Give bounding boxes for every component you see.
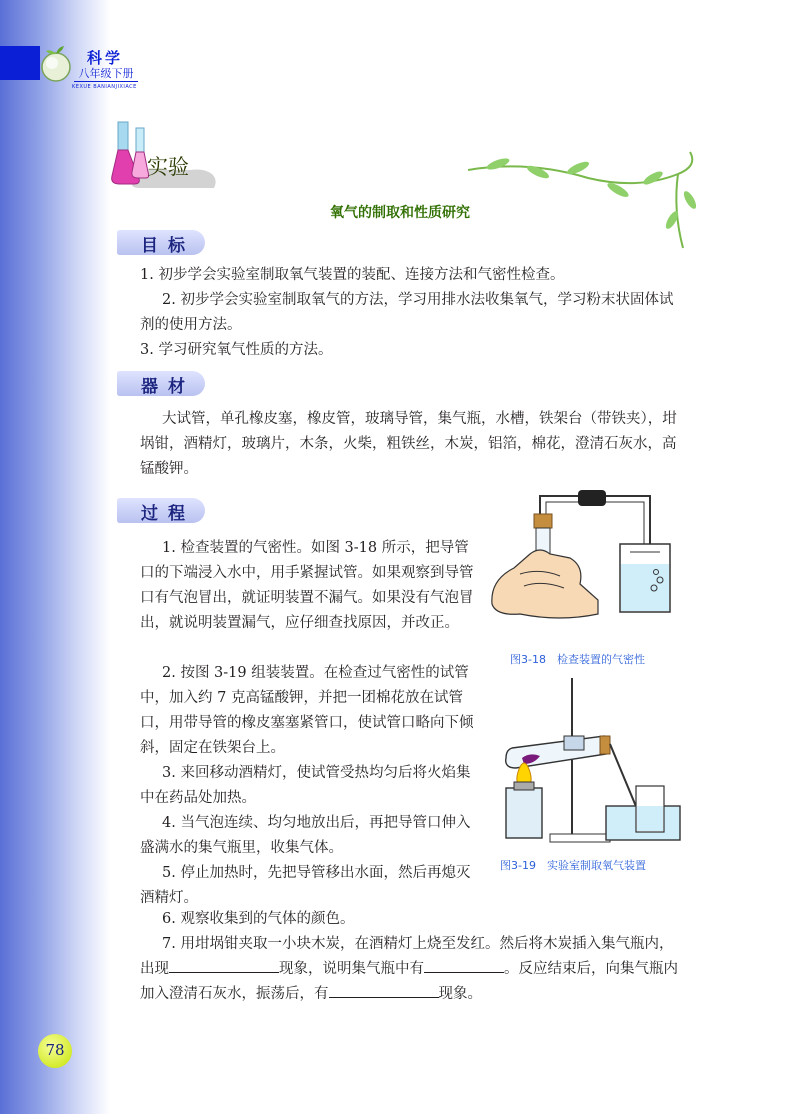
goal-heading: [117, 230, 205, 255]
goal-item-3: 3. 学习研究氧气性质的方法。: [140, 342, 333, 358]
process-step-5: 5. 停止加热时，先把导管移出水面，然后再熄灭酒精灯。: [140, 865, 471, 906]
materials-text: 大试管，单孔橡皮塞，橡皮管，玻璃导管，集气瓶，水槽，铁架台（带铁夹），坩埚钳，酒精灯，玻璃片，木条，火柴，粗铁丝，木炭，铝箔，棉花，澄清石灰水，高锰酸钾。: [140, 411, 677, 477]
materials-heading: [117, 371, 205, 396]
process-heading-label: 过程: [141, 504, 195, 524]
oxygen-apparatus-figure: [494, 676, 684, 848]
process-step-4: 4. 当气泡连续、均匀地放出后，再把导管口伸入盛满水的集气瓶里，收集气体。: [140, 815, 471, 856]
figure-3-18-caption: 图3-18 检查装置的气密性: [510, 653, 645, 666]
page-number: 78: [45, 1041, 65, 1059]
goal-item-2: 2. 初步学会实验室制取氧气的方法，学习用排水法收集氧气，学习粉末状固体试剂的使用方法。: [140, 292, 674, 333]
goal-heading-label: 目标: [141, 236, 195, 256]
process-step-6: 6. 观察收集到的气体的颜色。: [162, 911, 355, 927]
airtightness-check-figure: [480, 484, 680, 644]
vine-decoration-icon: [468, 150, 708, 250]
answer-blank-2[interactable]: [424, 958, 504, 973]
figure-3-19-caption: 图3-19 实验室制取氧气装置: [500, 859, 646, 872]
header-subject: 科学: [87, 49, 124, 67]
header-color-bar: [0, 46, 40, 80]
header-grade: 八年级下册: [74, 66, 138, 82]
process-step-2: 2. 按图 3-19 组装装置。在检查过气密性的试管中，加入约 7 克高锰酸钾，并把一团棉花放在试管口，用带导管的橡皮塞塞紧管口，使试管口略向下倾斜，固定在铁架台上。: [140, 665, 474, 756]
answer-blank-3[interactable]: [329, 983, 439, 998]
process-step-7: 7. 用坩埚钳夹取一小块木炭，在酒精灯上烧至发红。然后将木炭插入集气瓶内，出现 现象，说明集气瓶中有 。反应结束后，向集气瓶内加入澄清石灰水，振荡后，有 现象。: [140, 936, 678, 1002]
experiment-banner-label: 实验: [147, 155, 189, 179]
materials-heading-label: 器材: [141, 377, 195, 397]
process-step-1: 1. 检查装置的气密性。如图 3-18 所示，把导管口的下端浸入水中，用手紧握试管。如果观察到导管口有气泡冒出，就证明装置不漏气。如果没有气泡冒出，就说明装置漏气，应仔细查找原因，并改正。: [140, 540, 474, 631]
side-gradient-band: [0, 0, 110, 1114]
header-pinyin: KEXUE BANIANJIXIACE: [72, 84, 137, 90]
apple-logo-icon: [36, 44, 76, 84]
section-title: 氧气的制取和性质研究: [330, 205, 470, 221]
page-number-badge: [38, 1034, 72, 1068]
process-heading: [117, 498, 205, 523]
goal-item-1: 1. 初步学会实验室制取氧气装置的装配、连接方法和气密性检查。: [140, 267, 565, 283]
process-step-3: 3. 来回移动酒精灯，使试管受热均匀后将火焰集中在药品处加热。: [140, 765, 471, 806]
answer-blank-1[interactable]: [169, 958, 279, 973]
